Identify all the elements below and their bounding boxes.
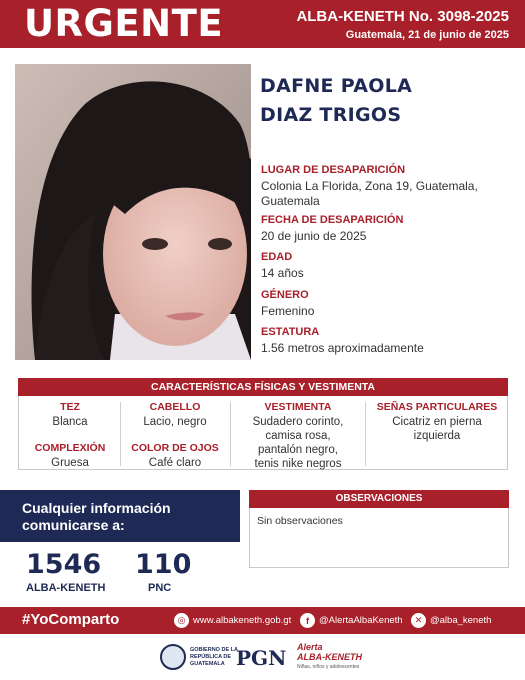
marks-label: SEÑAS PARTICULARES <box>376 401 498 413</box>
place-value: Colonia La Florida, Zona 19, Guatemala, Guatemala <box>261 179 478 208</box>
eye-color-label: COLOR DE OJOS <box>131 442 219 454</box>
tez-column <box>22 401 118 470</box>
info-height <box>261 326 516 356</box>
phone-alba-keneth-label: ALBA-KENETH <box>26 582 106 594</box>
pgn-logo <box>236 646 286 670</box>
marks-value: Cicatriz en pierna izquierda <box>392 416 482 442</box>
characteristics-title: CARACTERÍSTICAS FÍSICAS Y VESTIMENTA <box>18 378 508 396</box>
hashtag: #YoComparto <box>22 611 120 628</box>
website-text: www.albakeneth.gob.gt <box>193 615 292 626</box>
guatemala-seal-icon <box>160 644 186 670</box>
alerta-line-2: ALBA-KENETH <box>297 652 362 662</box>
clothing-label: VESTIMENTA <box>264 401 332 413</box>
column-divider <box>230 402 231 466</box>
facebook-text: @AlertaAlbaKeneth <box>319 615 403 626</box>
date-value: 20 de junio de 2025 <box>261 229 367 243</box>
pgn-text: PGN <box>236 646 287 670</box>
contact-banner <box>0 490 240 542</box>
info-age <box>261 251 516 281</box>
government-logo <box>160 644 240 670</box>
phone-pnc: 110 <box>135 549 192 580</box>
footer-bar <box>0 607 525 634</box>
urgent-title: URGENTE <box>24 2 224 45</box>
alert-date: Guatemala, 21 de junio de 2025 <box>345 29 509 41</box>
observations-title: OBSERVACIONES <box>249 490 509 508</box>
clothing-value: Sudadero corinto, camisa rosa, pantalón negro, tenis nike negros <box>252 416 344 470</box>
hair-column <box>122 401 228 470</box>
column-divider <box>365 402 366 466</box>
logos-row <box>0 640 525 680</box>
phone-pnc-label: PNC <box>148 582 172 594</box>
marks-column <box>368 401 506 443</box>
x-text: @alba_keneth <box>430 615 492 626</box>
contact-line-1: Cualquier información <box>22 500 171 516</box>
height-value: 1.56 metros aproximadamente <box>261 341 424 355</box>
tez-label: TEZ <box>60 401 80 413</box>
hair-label: CABELLO <box>149 401 201 413</box>
person-name <box>260 72 510 130</box>
facebook-link[interactable] <box>300 613 403 628</box>
complexion-value: Gruesa <box>51 457 89 469</box>
alerta-alba-keneth-logo <box>297 642 362 672</box>
contact-line-2: comunicarse a: <box>22 517 125 533</box>
name-line-2: DIAZ TRIGOS <box>260 104 402 126</box>
age-value: 14 años <box>261 266 304 280</box>
gender-label: GÉNERO <box>261 289 309 301</box>
x-link[interactable] <box>411 613 491 628</box>
place-label: LUGAR DE DESAPARICIÓN <box>261 164 406 176</box>
age-label: EDAD <box>261 251 293 263</box>
tez-value: Blanca <box>52 416 88 428</box>
missing-person-photo <box>15 64 251 360</box>
clothing-column <box>234 401 362 471</box>
info-gender <box>261 289 516 319</box>
gender-value: Femenino <box>261 304 315 318</box>
info-place <box>261 164 516 209</box>
complexion-label: COMPLEXIÓN <box>34 442 106 454</box>
column-divider <box>120 402 121 466</box>
observations-text: Sin observaciones <box>257 515 343 527</box>
alerta-tagline: Niñas, niños y adolescentes <box>297 664 360 670</box>
globe-icon: ◎ <box>174 613 189 628</box>
website-link[interactable] <box>174 613 291 628</box>
urgent-banner <box>0 0 525 48</box>
alert-code: ALBA-KENETH No. 3098-2025 <box>296 8 509 25</box>
date-label: FECHA DE DESAPARICIÓN <box>261 214 404 226</box>
phone-alba-keneth: 1546 <box>26 549 102 580</box>
height-label: ESTATURA <box>261 326 320 338</box>
government-logo-text: GOBIERNO DE LA REPÚBLICA DE GUATEMALA <box>190 646 238 667</box>
name-line-1: DAFNE PAOLA <box>260 75 413 97</box>
alerta-line-1: Alerta <box>297 642 323 652</box>
facebook-icon: f <box>300 613 315 628</box>
x-icon: ✕ <box>411 613 426 628</box>
hair-value: Lacio, negro <box>143 416 207 428</box>
info-date <box>261 214 516 244</box>
eye-color-value: Café claro <box>148 457 202 469</box>
